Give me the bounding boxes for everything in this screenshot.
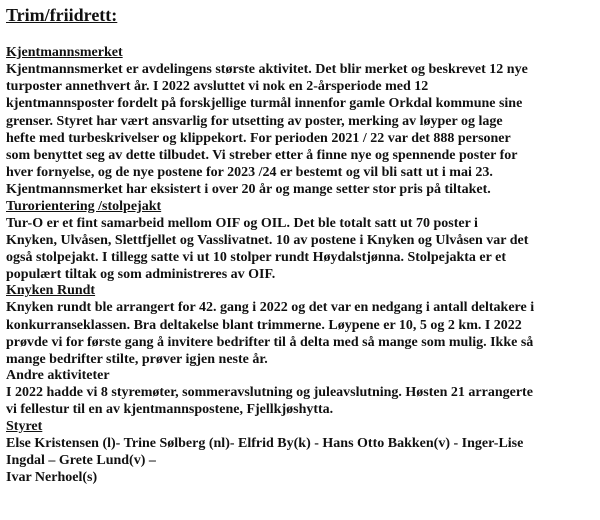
text-line: Kjentmannsmerket har eksistert i over 20 år og mange setter stor pris på tiltaket. — [6, 182, 491, 198]
text-line: hefte med turbeskrivelser og klippekort. For perioden 2021 / 22 var det 888 personer — [6, 130, 511, 146]
section-heading-styret: Styret — [6, 418, 43, 434]
text-line: I 2022 hadde vi 8 styremøter, sommeravslutning og juleavslutning. Høsten 21 arrangerte — [6, 385, 533, 401]
section-body-kjentmannsmerket — [6, 61, 594, 199]
text-line: Else Kristensen (l)- Trine Sølberg (nl)- Elfrid By(k) - Hans Otto Bakken(v) - Inger-Lise — [6, 435, 524, 451]
document-page — [6, 4, 594, 486]
section-heading-kjentmannsmerket: Kjentmannsmerket — [6, 45, 123, 60]
section-body-knyken-rundt — [6, 299, 594, 368]
section-kjentmannsmerket — [6, 45, 594, 199]
text-line: turposter annethvert år. I 2022 avsluttet vi nok en 2-årsperiode med 12 — [6, 79, 429, 95]
text-line: Ivar Nerhoel(s) — [6, 470, 98, 486]
section-andre-aktiviteter — [6, 368, 594, 418]
section-heading-knyken-rundt: Knyken Rundt — [6, 283, 96, 299]
text-line: også stolpejakt. I tillegg satte vi ut 10 stolper rundt Høydalstjønna. Stolpejakta er et — [6, 250, 506, 266]
text-line: grenser. Styret har vært ansvarlig for utsetting av poster, merking av løyper og lage — [6, 113, 503, 129]
text-line: prøvde vi for første gang å invitere bedrifter til å delta med så mange som mulig. Ikke så — [6, 334, 534, 350]
text-line: Ingdal – Grete Lund(v) – — [6, 452, 156, 468]
text-line: kjentmannsposter fordelt på forskjellige turmål innenfor gamle Orkdal kommune sine — [6, 96, 523, 112]
text-line: Kjentmannsmerket er avdelingens største aktivitet. Det blir merket og beskrevet 12 nye — [6, 62, 528, 77]
text-line: Tur-O er et fint samarbeid mellom OIF og OIL. Det ble totalt satt ut 70 poster i — [6, 215, 478, 231]
text-line: vi fellestur til en av kjentmannspostene, Fjellkjøshytta. — [6, 402, 334, 418]
page-title: Trim/friidrett: — [6, 5, 118, 25]
text-line: populært tiltak og som administreres av OIF. — [6, 267, 276, 283]
section-turorientering — [6, 199, 594, 284]
text-line: som benyttet seg av dette tilbudet. Vi streber etter å finne nye og spennende poster for — [6, 148, 518, 164]
text-line: hver fornyelse, og de nye postene for 2023 /24 er bestemt og vil bli satt ut i mai 23. — [6, 165, 493, 181]
section-heading-turorientering: Turorientering /stolpejakt — [6, 198, 162, 214]
text-line: Knyken rundt ble arrangert for 42. gang i 2022 og det var en nedgang i antall deltakere i — [6, 300, 535, 316]
section-body-andre-aktiviteter — [6, 384, 594, 418]
section-body-turorientering — [6, 215, 594, 284]
text-line: Knyken, Ulvåsen, Slettfjellet og Vasslivatnet. 10 av postene i Knyken og Ulvåsen var det — [6, 232, 529, 248]
section-styret — [6, 419, 594, 487]
section-heading-andre-aktiviteter: Andre aktiviteter — [6, 368, 110, 384]
text-line: mange bedrifter stilte, prøver igjen neste år. — [6, 352, 268, 368]
section-knyken-rundt — [6, 283, 594, 368]
section-body-styret — [6, 435, 594, 487]
text-line: konkurranseklassen. Bra deltakelse blant trimmerne. Løypene er 10, 5 og 2 km. I 2022 — [6, 317, 522, 333]
